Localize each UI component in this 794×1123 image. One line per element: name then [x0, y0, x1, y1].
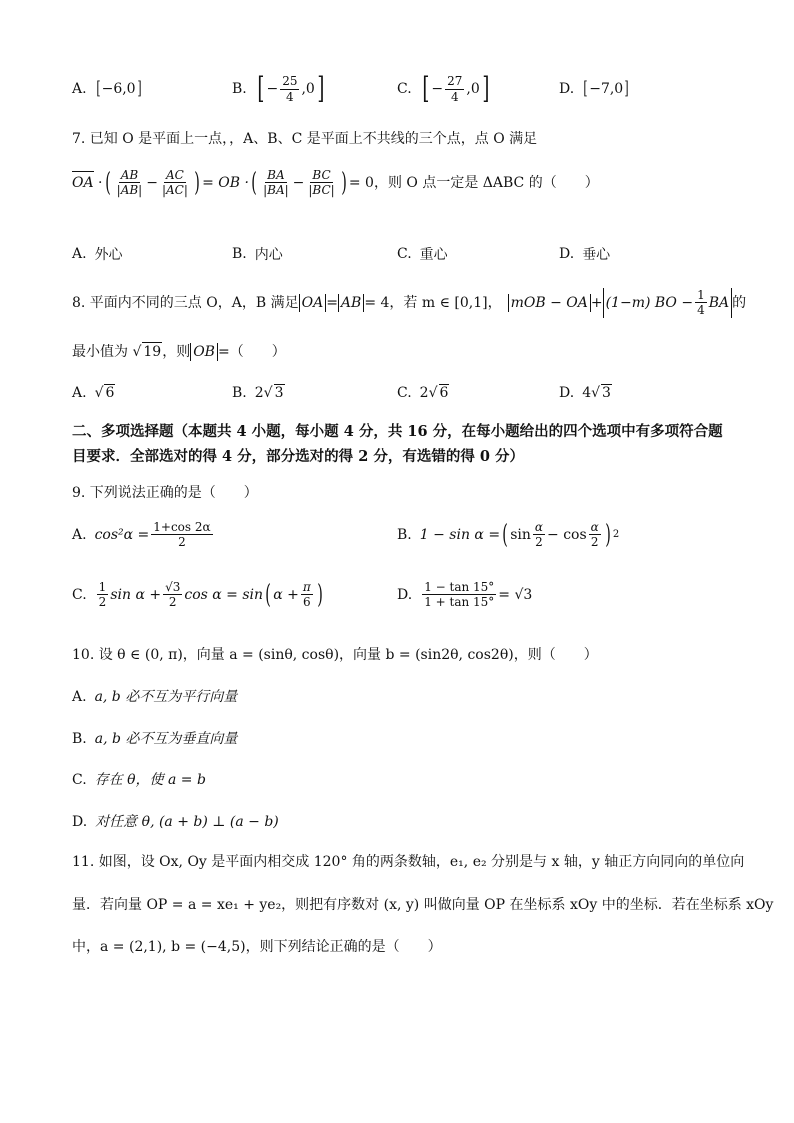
q9-option-a: A. cos²α = $\frac{1+\cos 2\alpha}{2}$ — [72, 520, 211, 550]
q10-option-c: C. 存在 θ，使 a = b — [72, 772, 206, 788]
option-value: −7,0 — [589, 81, 624, 97]
q8-option-b: B. 2 √ 3 — [232, 384, 284, 401]
fraction: $\frac{AB}{|AB|}$ — [116, 168, 143, 198]
fraction: $\frac{\pi}{6}$ — [302, 580, 311, 610]
q9-options-row1 — [72, 520, 734, 560]
fraction: $\frac{1}{2}$ — [98, 580, 107, 610]
q11-stem-line1: 11. 如图，设 Ox, Oy 是平面内相交成 120° 角的两条数轴，e₁, e₂ 分别是与 x 轴，y 轴正方向同向的单位向 — [72, 854, 745, 870]
q11-stem-line3: 中，a = (2,1), b = (−4,5)，则下列结论正确的是（ ） — [72, 939, 442, 955]
q7-formula: OA · ( $\frac{AB}{|AB|}$ − $\frac{AC}{|AC|}$ ) = OB · ( $\frac{BA}{|BA|}$ − $\frac{BC}{|BC|}$ ) = 0，则 O 点一定是 ΔABC 的（ ） — [72, 167, 599, 198]
fraction: $\frac{\alpha}{2}$ — [534, 520, 544, 550]
fraction: $\frac{1+\cos 2\alpha}{2}$ — [153, 520, 211, 550]
q9-stem: 9. 下列说法正确的是（ ） — [72, 485, 258, 501]
q11-stem-line2: 量．若向量 OP = a = xe₁ + ye₂，则把有序数对 (x, y) 叫做向量 OP 在坐标系 xOy 中的坐标．若在坐标系 xOy — [72, 897, 774, 913]
q9-options-row2 — [72, 580, 734, 620]
q9-option-b: B. 1 − sin α = ( sin $\frac{\alpha}{2}$ − cos $\frac{\alpha}{2}$ ) 2 — [397, 519, 620, 550]
q8-option-a: A. √ 6 — [72, 384, 115, 401]
q8-options-row — [72, 384, 734, 424]
fraction: $\frac{BC}{|BC|}$ — [308, 168, 335, 198]
q6-option-d: D. [ −7,0 ] — [559, 78, 629, 99]
q9-option-d: D. $\frac{1 - \tan 15^\circ}{1 + \tan 15^\circ}$ = √3 — [397, 580, 533, 610]
q7-option-a: A. 外心 — [72, 246, 123, 263]
fraction: $\frac{27}{4}$ — [447, 74, 463, 104]
q6-option-b: B. [ − $\frac{25}{4}$ ,0 ] — [232, 71, 325, 106]
q8-option-d: D. 4 √ 3 — [559, 384, 611, 401]
q6-options-row — [72, 71, 734, 114]
q9-option-c: C. $\frac{1}{2}$ sin α + $\frac{√3}{2}$ cos α = sin ( α + $\frac{\pi}{6}$ ) — [72, 579, 323, 610]
section-title: 二、多项选择题（本题共 4 小题，每小题 4 分，共 16 分，在每小题给出的四个选项中有多项符合题目要求．全部选对的得 4 分，部分选对的得 2 分，有选错的得 0 分） — [72, 423, 723, 465]
fraction: $\frac{25}{4}$ — [282, 74, 298, 104]
q6-option-c: C. [ − $\frac{27}{4}$ ,0 ] — [397, 71, 490, 106]
fraction: $\frac{\alpha}{2}$ — [590, 520, 599, 550]
fraction: $\frac{1}{4}$ — [697, 288, 705, 318]
q10-option-d: D. 对任意 θ, (a + b) ⊥ (a − b) — [72, 814, 279, 830]
option-label: A. — [72, 81, 87, 97]
option-value: −6,0 — [101, 81, 136, 97]
q7-option-d: D. 垂心 — [559, 246, 611, 263]
fraction: $\frac{AC}{|AC|}$ — [161, 168, 188, 198]
q6-option-a: A. [ −6,0 ] — [72, 78, 142, 99]
option-label: B. — [232, 81, 247, 97]
q7-options-row — [72, 244, 734, 284]
q8-stem: 8. 平面内不同的三点 O，A，B 满足 OA = AB = 4，若 m ∈ [0,1]， mOB − OA + (1−m) BO − $\frac{1}{4}$ BA 的 — [72, 288, 747, 318]
option-label: C. — [397, 81, 412, 97]
q7-option-b: B. 内心 — [232, 246, 283, 263]
q10-option-b: B. a, b 必不互为垂直向量 — [72, 731, 238, 747]
fraction: $\frac{BA}{|BA|}$ — [263, 168, 289, 198]
q10-option-a: A. a, b 必不互为平行向量 — [72, 689, 238, 705]
option-label: D. — [559, 81, 575, 97]
q8-stem-line2: 最小值为 √ 19 ，则 OB =（ ） — [72, 343, 286, 360]
q7-stem: 7. 已知 O 是平面上一点，，A、B、C 是平面上不共线的三个点，点 O 满足 — [72, 131, 538, 147]
abs-expression: (1−m) BO − $\frac{1}{4}$ BA — [603, 288, 733, 318]
q8-option-c: C. 2 √ 6 — [397, 384, 449, 401]
q7-option-c: C. 重心 — [397, 246, 448, 263]
fraction: $\frac{√3}{2}$ — [165, 580, 181, 610]
q10-stem: 10. 设 θ ∈ (0, π)，向量 a = (sinθ, cosθ)，向量 b = (sin2θ, cos2θ)，则（ ） — [72, 647, 598, 663]
fraction: $\frac{1 - \tan 15^\circ}{1 + \tan 15^\circ}$ — [424, 580, 495, 610]
